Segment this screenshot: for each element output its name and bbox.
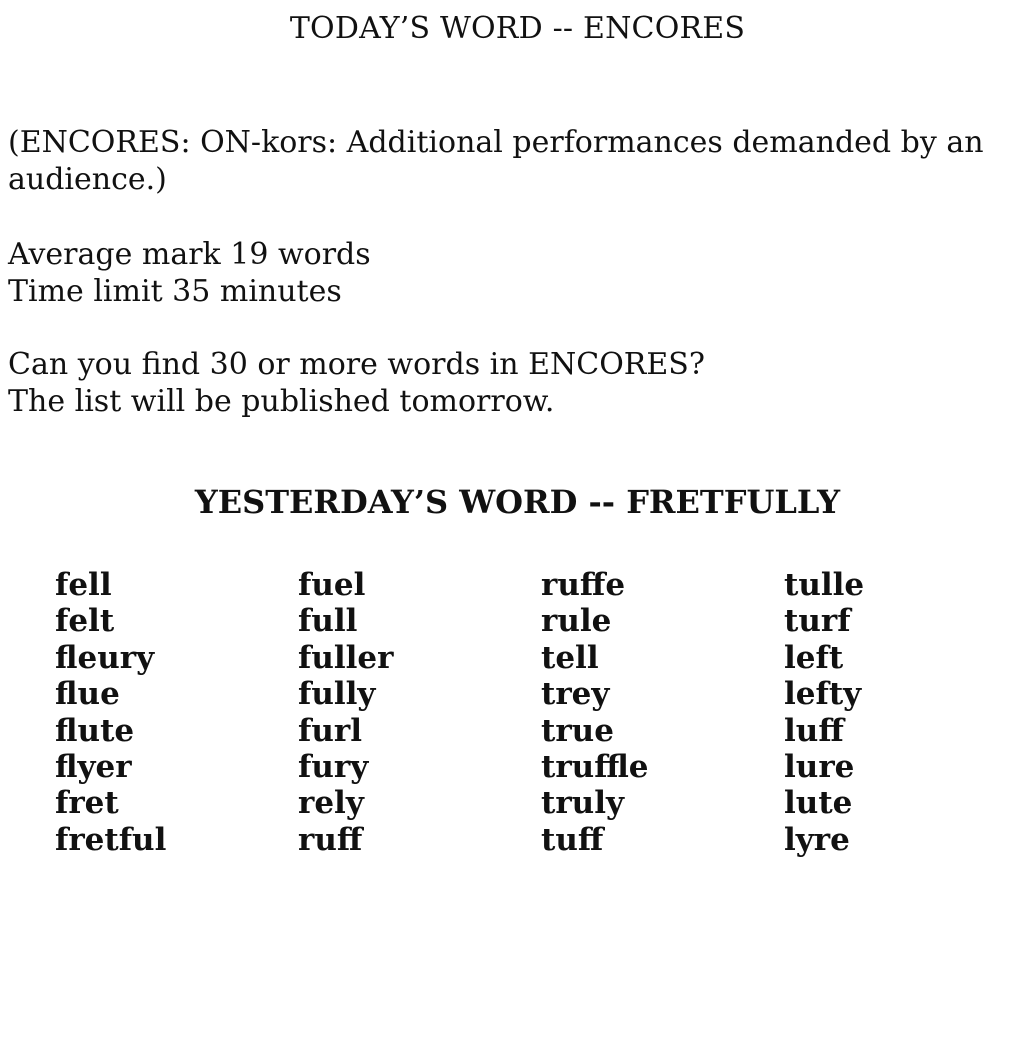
word-item: fuel	[298, 567, 366, 603]
word-item: fury	[298, 749, 369, 786]
word-item: full	[298, 603, 358, 640]
word-item: luff	[784, 712, 844, 749]
word-item: tulle	[784, 567, 865, 603]
word-item: truffle	[541, 749, 649, 786]
word-column-2	[298, 567, 541, 858]
challenge-text	[8, 346, 1008, 420]
word-item: flyer	[55, 749, 132, 786]
word-item: true	[541, 712, 614, 749]
word-definition	[8, 124, 1008, 198]
word-column-3	[541, 567, 784, 858]
word-item: fell	[55, 567, 112, 603]
publish-note: The list will be published tomorrow.	[8, 384, 555, 419]
word-item: ruff	[298, 821, 363, 858]
word-item: trey	[541, 676, 610, 713]
word-item: tell	[541, 639, 599, 676]
word-item: fully	[298, 676, 376, 713]
word-item: fret	[55, 785, 119, 822]
word-item: turf	[784, 603, 851, 640]
word-item: fleury	[55, 639, 155, 676]
definition-line-2: audience.)	[8, 162, 167, 197]
word-item: flue	[55, 676, 120, 713]
word-item: lefty	[784, 676, 862, 713]
word-item: ruffe	[541, 567, 626, 603]
word-item: lyre	[784, 821, 850, 858]
word-item: tuff	[541, 821, 604, 858]
word-item: rely	[298, 785, 364, 822]
word-item: lure	[784, 749, 855, 786]
yesterdays-word-title: YESTERDAY’S WORD -- FRETFULLY	[194, 483, 841, 521]
word-column-4	[784, 567, 1027, 858]
word-item: flute	[55, 712, 135, 749]
time-limit: Time limit 35 minutes	[8, 274, 342, 309]
word-item: rule	[541, 603, 612, 640]
word-item: furl	[298, 712, 362, 749]
word-column-1	[55, 567, 298, 858]
puzzle-stats	[8, 236, 1008, 310]
word-item: felt	[55, 603, 115, 640]
word-item: left	[784, 639, 844, 676]
word-item: lute	[784, 785, 853, 822]
word-item: truly	[541, 785, 624, 822]
word-item: fuller	[298, 639, 394, 676]
definition-line-1: (ENCORES: ON-kors: Additional performances demanded by an	[8, 125, 984, 160]
challenge-question: Can you find 30 or more words in ENCORES?	[8, 347, 705, 382]
average-mark: Average mark 19 words	[8, 237, 371, 272]
word-item: fretful	[55, 821, 167, 858]
yesterday-word-list	[55, 567, 1035, 858]
todays-word-title: TODAY’S WORD -- ENCORES	[289, 11, 746, 46]
